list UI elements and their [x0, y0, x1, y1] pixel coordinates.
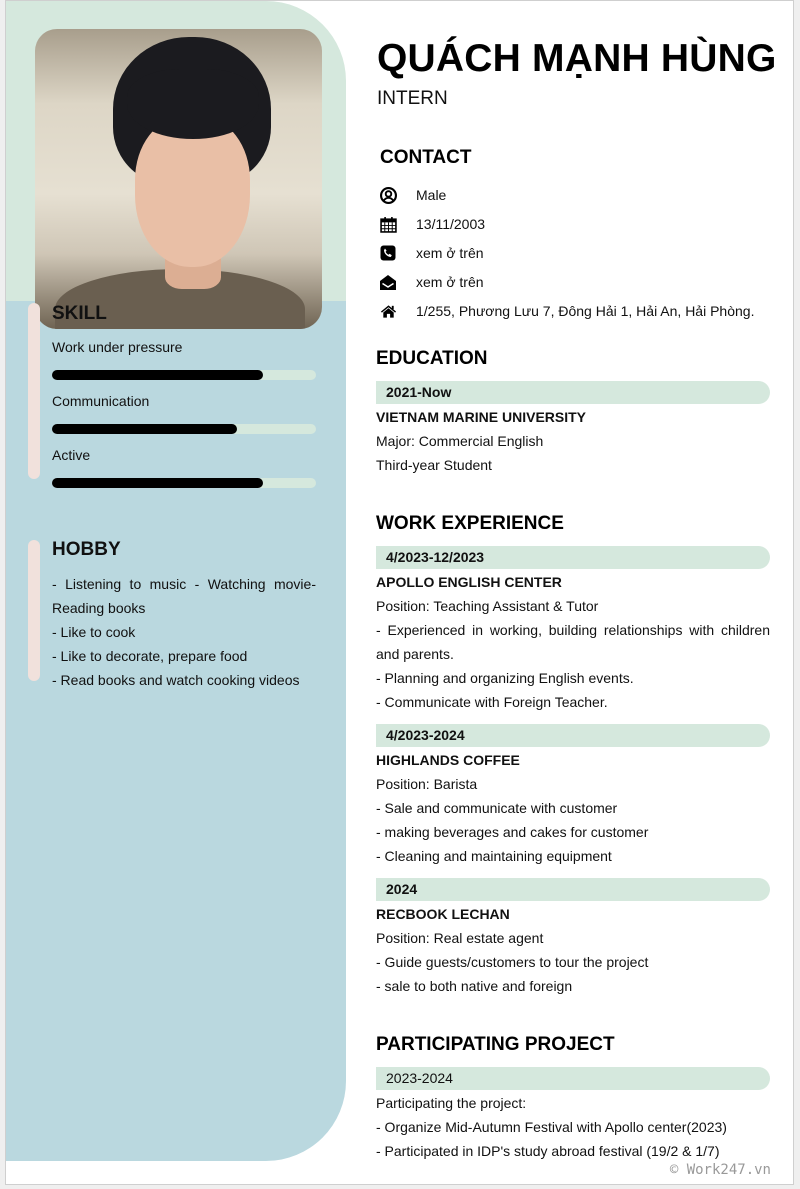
contact-title: CONTACT: [380, 147, 472, 168]
project-period: 2023-2024: [376, 1067, 770, 1090]
experience-line: - Planning and organizing English events.: [376, 670, 634, 686]
envelope-open-icon: [379, 273, 397, 291]
education-title: EDUCATION: [376, 348, 488, 369]
candidate-role: INTERN: [377, 88, 448, 109]
contact-value: Male: [416, 187, 447, 203]
experience-line: - Cleaning and maintaining equipment: [376, 848, 612, 864]
phone-icon: [379, 244, 397, 262]
education-line: Third-year Student: [376, 457, 492, 473]
skill-bar-fill: [52, 424, 237, 434]
experience-period: 4/2023-2024: [376, 724, 770, 747]
experience-title: WORK EXPERIENCE: [376, 513, 564, 534]
hobby-list: [52, 572, 316, 692]
user-circle-icon: [379, 186, 397, 204]
skill-label: Work under pressure: [52, 339, 183, 355]
skill-label: Communication: [52, 393, 150, 409]
contact-value: xem ở trên: [416, 274, 484, 290]
project-line: Participating the project:: [376, 1095, 527, 1111]
skill-label: Active: [52, 447, 91, 463]
experience-company: RECBOOK LECHAN: [376, 906, 510, 922]
hobby-title: HOBBY: [52, 539, 121, 560]
profile-photo: [35, 29, 322, 329]
watermark: © Work247.vn: [669, 1162, 771, 1178]
skill-accent-bar: [28, 303, 40, 479]
experience-company: HIGHLANDS COFFEE: [376, 752, 520, 768]
experience-line: - Communicate with Foreign Teacher.: [376, 694, 608, 710]
contact-value: xem ở trên: [416, 245, 484, 261]
project-line: - Participated in IDP's study abroad festival (19/2 & 1/7): [376, 1143, 720, 1159]
experience-period: 2024: [376, 878, 770, 901]
skill-bar-track: [52, 424, 316, 434]
hobby-item: - Listening to music - Watching movie-: [52, 576, 316, 592]
hobby-item: - Read books and watch cooking videos: [52, 672, 300, 688]
home-icon: [379, 302, 397, 320]
contact-birthday: [379, 214, 485, 234]
experience-line: Position: Teaching Assistant & Tutor: [376, 598, 599, 614]
hobby-accent-bar: [28, 540, 40, 681]
hobby-item: Reading books: [52, 600, 146, 616]
experience-line: - Guide guests/customers to tour the project: [376, 954, 649, 970]
photo-fringe: [127, 69, 259, 139]
hobby-item: - Like to decorate, prepare food: [52, 648, 248, 664]
experience-line: Position: Real estate agent: [376, 930, 544, 946]
experience-line: - Sale and communicate with customer: [376, 800, 618, 816]
experience-line: - making beverages and cakes for customer: [376, 824, 649, 840]
project-line: - Organize Mid-Autumn Festival with Apollo center(2023): [376, 1119, 727, 1135]
calendar-icon: [379, 215, 397, 233]
hobby-item: - Like to cook: [52, 624, 136, 640]
contact-value: 13/11/2003: [416, 216, 486, 232]
education-line: Major: Commercial English: [376, 433, 544, 449]
photo-face: [135, 117, 250, 267]
cv-page: [5, 0, 794, 1185]
contact-address: [379, 301, 754, 321]
education-school: VIETNAM MARINE UNIVERSITY: [376, 409, 587, 425]
contact-gender: [379, 185, 446, 205]
contact-email: [379, 272, 484, 292]
experience-company: APOLLO ENGLISH CENTER: [376, 574, 562, 590]
education-period: 2021-Now: [376, 381, 770, 404]
experience-line: - Experienced in working, building relationships with children and parents.: [376, 622, 770, 662]
skill-bar-fill: [52, 478, 263, 488]
experience-line: Position: Barista: [376, 776, 478, 792]
projects-title: PARTICIPATING PROJECT: [376, 1034, 615, 1055]
experience-period: 4/2023-12/2023: [376, 546, 770, 569]
candidate-name: QUÁCH MẠNH HÙNG: [377, 37, 777, 80]
experience-line: - sale to both native and foreign: [376, 978, 573, 994]
skill-title: SKILL: [52, 303, 107, 324]
contact-value: 1/255, Phương Lưu 7, Đông Hải 1, Hải An, Hải Phòng.: [416, 303, 755, 319]
skill-bar-fill: [52, 370, 263, 380]
skill-bar-track: [52, 478, 316, 488]
contact-phone: [379, 243, 484, 263]
skill-bar-track: [52, 370, 316, 380]
